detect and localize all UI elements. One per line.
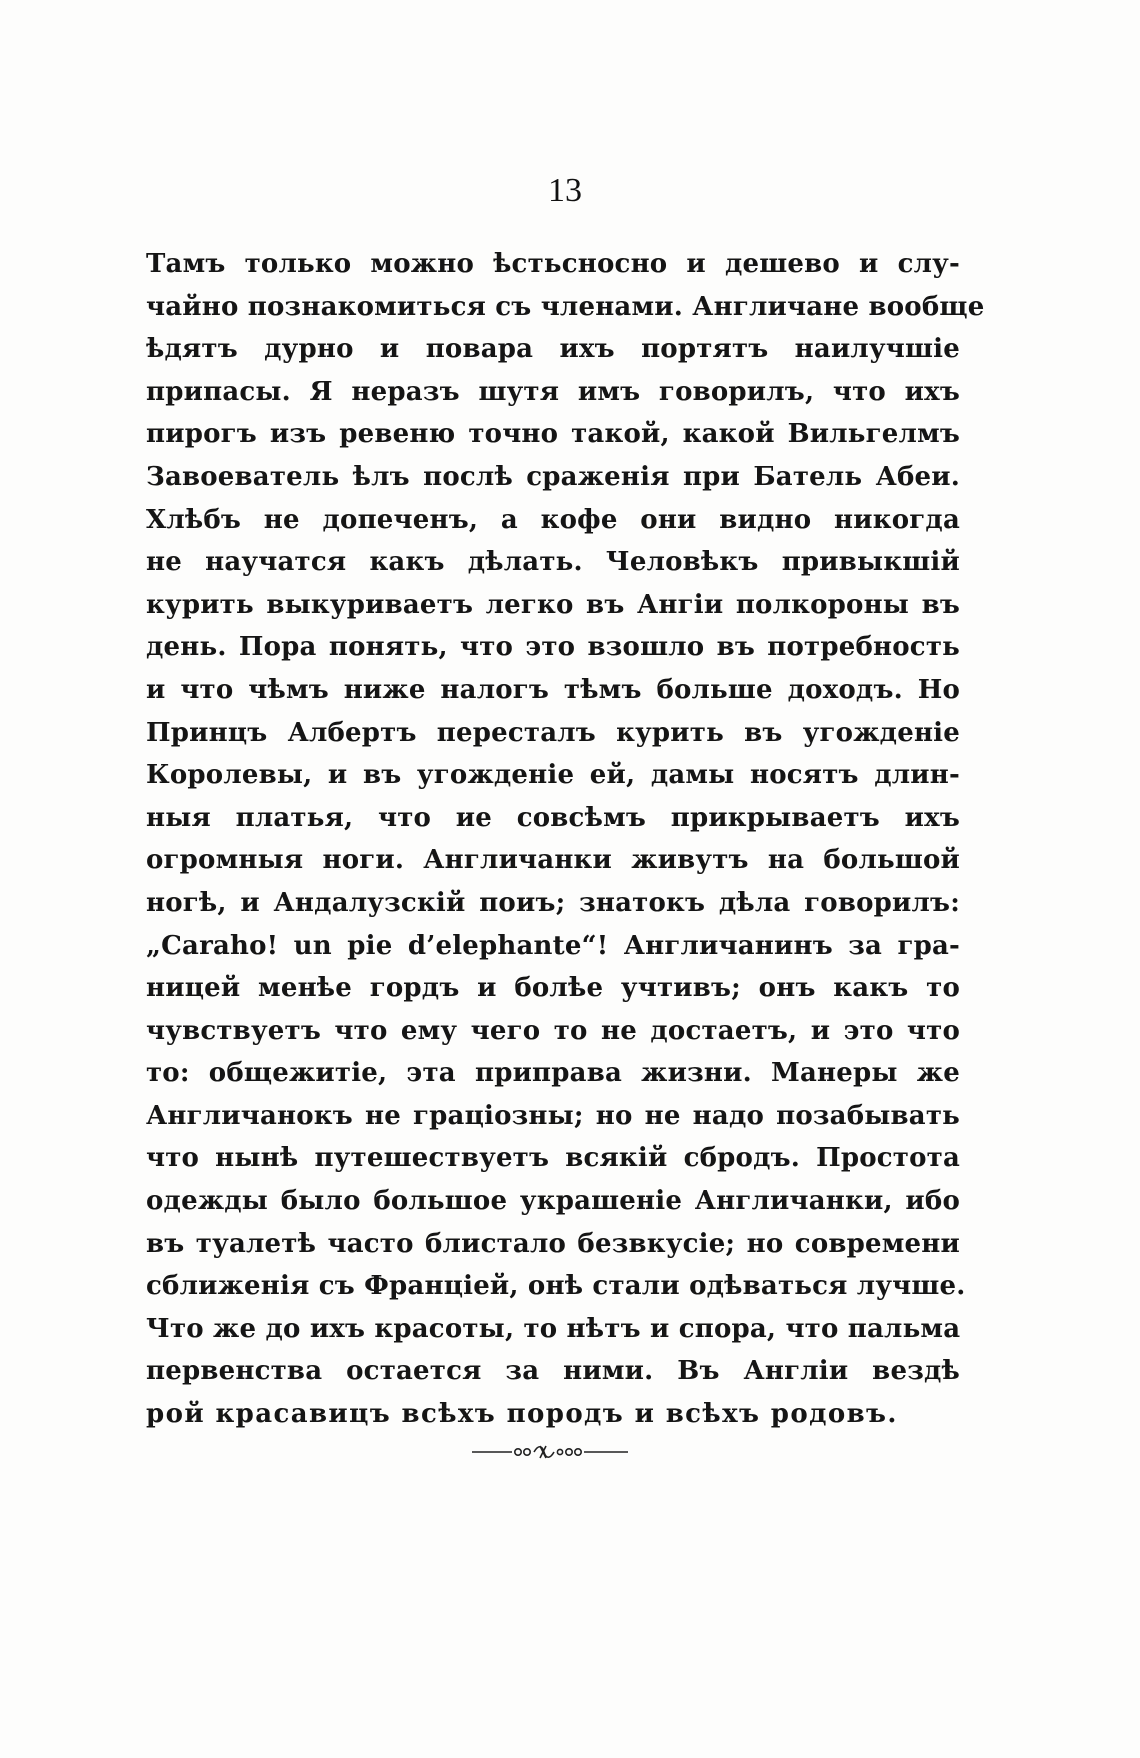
text-line: Принцъ Албертъ пересталъ курить въ угожденіе <box>146 717 960 748</box>
text-line: одежды было большое украшеніе Англичанки, ибо <box>146 1186 960 1217</box>
text-line: чувствуетъ что ему чего то не достаетъ, и это что <box>146 1015 960 1046</box>
text-line: Тамъ только можно ѣстьсносно и дешево и слу- <box>146 249 960 279</box>
end-of-chapter-ornament-icon <box>470 1442 630 1462</box>
text-line: Что же до ихъ красоты, то нѣтъ и спора, что пальма <box>146 1313 961 1344</box>
text-line: ныя платья, что ие совсѣмъ прикрываетъ ихъ <box>146 802 960 833</box>
text-line: ногѣ, и Андалузскій поиъ; знатокъ дѣла говорилъ: <box>146 887 960 918</box>
text-line: то: общежитіе, эта приправа жизни. Манеры же <box>146 1058 960 1089</box>
text-line: сближенія съ Франціей, онѣ стали одѣваться лучше. <box>146 1271 966 1302</box>
text-line: Хлѣбъ не допеченъ, а кофе они видно никогда <box>146 504 960 535</box>
text-line: Королевы, и въ угожденіе ей, дамы носятъ длин- <box>146 760 960 791</box>
text-line: огромныя ноги. Англичанки живутъ на большой <box>146 845 960 876</box>
text-line: пирогъ изъ ревеню точно такой, какой Вильгелмъ <box>146 419 960 450</box>
text-line: день. Пора понять, что это взошло въ потребность <box>146 632 960 663</box>
text-line: и что чѣмъ ниже налогъ тѣмъ больше доходъ. Но <box>146 674 960 705</box>
text-line: курить выкуриваетъ легко въ Ангіи полкороны въ <box>146 589 960 620</box>
text-line: чайно познакомиться съ членами. Англичане вообще <box>146 291 985 322</box>
page-number: 13 <box>548 172 582 209</box>
text-line: Завоеватель ѣлъ послѣ сраженія при Батель Абеи. <box>146 461 960 492</box>
text-line: рой красавицъ всѣхъ породъ и всѣхъ родовъ. <box>146 1399 898 1430</box>
text-line: ницей менѣе гордъ и болѣе учтивъ; онъ какъ то <box>146 973 960 1004</box>
text-line: Англичанокъ не граціозны; но не надо позабывать <box>146 1100 960 1131</box>
text-line: что нынѣ путешествуетъ всякій сбродъ. Простота <box>146 1143 960 1174</box>
text-line: первенства остается за ними. Въ Англіи вездѣ <box>146 1356 960 1387</box>
text-line: ѣдятъ дурно и повара ихъ портятъ наилучшіе <box>146 334 960 365</box>
text-line: „Caraho! un pie d’elephante“! Англичанинъ за гра- <box>146 930 960 961</box>
text-line: въ туалетѣ часто блистало безвкусіе; но современи <box>146 1228 960 1259</box>
body-text <box>146 243 985 1436</box>
text-line: припасы. Я неразъ шутя имъ говорилъ, что ихъ <box>146 376 960 407</box>
text-line: не научатся какъ дѣлать. Человѣкъ привыкшій <box>146 547 960 578</box>
